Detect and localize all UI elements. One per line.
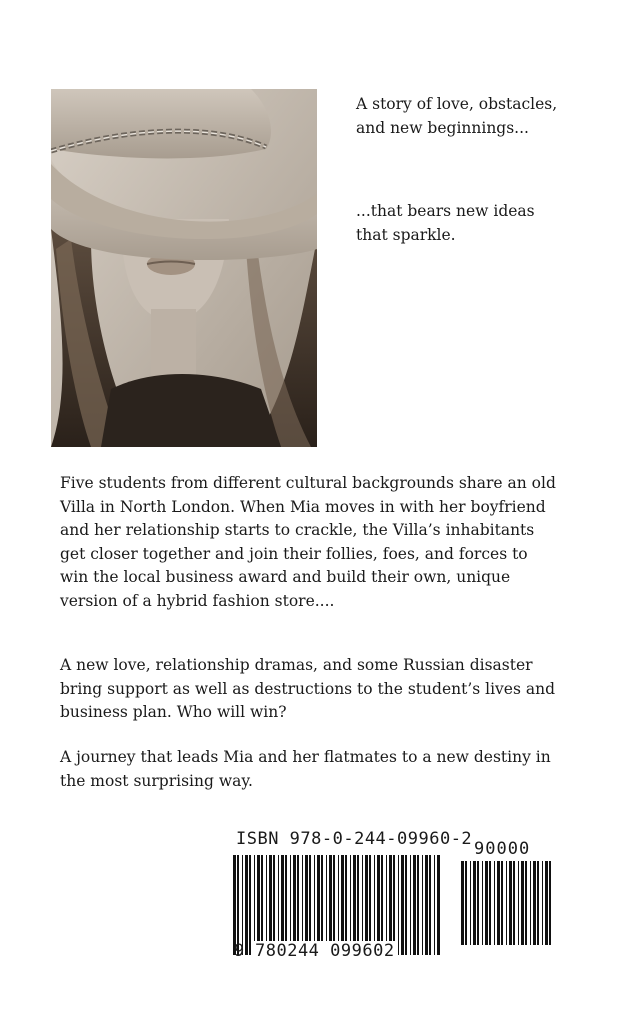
barcode-bar: [357, 855, 359, 955]
barcode-bar: [398, 855, 399, 955]
barcode-bar: [290, 855, 291, 955]
barcode-bar: [249, 855, 251, 955]
barcode-bar: [233, 855, 236, 955]
barcode-bar: [293, 855, 296, 955]
isbn-label: ISBN 978-0-244-09960-2: [236, 829, 473, 849]
barcode-bar: [405, 855, 407, 955]
barcode-bar: [509, 861, 512, 945]
barcode-bar: [537, 861, 539, 945]
barcode-bar: [470, 861, 471, 945]
barcode-bar: [261, 855, 263, 955]
barcode-bar: [341, 855, 344, 955]
barcode-bar: [549, 861, 551, 945]
blurb-paragraph-3: A journey that leads Mia and her flatmates to a new destiny in the most surprising way.: [60, 748, 551, 790]
barcode-bar: [473, 861, 476, 945]
barcode-bar: [513, 861, 515, 945]
barcode-bar: [401, 855, 404, 955]
tagline-sparkle: ...that bears new ideas that sparkle.: [356, 202, 535, 244]
barcode-bar: [317, 855, 320, 955]
barcode-bar: [417, 855, 419, 955]
barcode-bar: [350, 855, 351, 955]
barcode-bar: [437, 855, 440, 955]
barcode-bar: [497, 861, 500, 945]
blurb-paragraph-2: A new love, relationship dramas, and some Russian disaster bring support as well as destructions to the student’s lives and business plan. Who will win?: [60, 656, 556, 721]
price-addon-digits: 90000: [474, 839, 531, 859]
barcode-bar: [245, 855, 248, 955]
barcode-bar: [485, 861, 488, 945]
barcode-bar: [477, 861, 479, 945]
barcode-bar: [461, 861, 464, 945]
barcode-bar: [389, 855, 392, 955]
barcode-bar: [281, 855, 284, 955]
barcode-bar: [297, 855, 299, 955]
barcode-bar: [489, 861, 491, 945]
barcode-bar: [413, 855, 416, 955]
barcode-bar: [525, 861, 527, 945]
barcode-bar: [321, 855, 323, 955]
barcode-bar: [309, 855, 311, 955]
barcode-bar: [326, 855, 327, 955]
barcode-bar: [278, 855, 279, 955]
barcode-bar: [533, 861, 536, 945]
barcode-bar: [353, 855, 356, 955]
barcode-bar: [393, 855, 395, 955]
ean-digits: 780244 099602: [255, 941, 395, 961]
barcode-bar: [501, 861, 503, 945]
barcode-bar: [506, 861, 507, 945]
barcode-bar: [333, 855, 335, 955]
barcode-bar: [374, 855, 375, 955]
barcode-bar: [362, 855, 363, 955]
barcode-bar: [422, 855, 423, 955]
barcode-bar: [545, 861, 548, 945]
barcode-bar: [369, 855, 371, 955]
barcode-bar: [338, 855, 339, 955]
barcode-bar: [518, 861, 519, 945]
barcode-bar: [254, 855, 255, 955]
barcode-bar: [465, 861, 467, 945]
barcode-bar: [425, 855, 428, 955]
barcode-bar: [410, 855, 411, 955]
barcode-bar: [530, 861, 531, 945]
blurb-paragraph-1: Five students from different cultural backgrounds share an old Villa in North London. When Mia moves in with her boyfriend and her relationship starts to crackle, the Villa’s inhabitants get closer together and join their follies, foes, and forces to win the local business award and build their own, unique version of a hybrid fashion store....: [60, 474, 556, 610]
barcode-bar: [257, 855, 260, 955]
barcode-bar: [365, 855, 368, 955]
barcode-bar: [329, 855, 332, 955]
barcode-bar: [269, 855, 272, 955]
barcode-bar: [285, 855, 287, 955]
barcode-bar: [482, 861, 483, 945]
barcode-bar: [345, 855, 347, 955]
barcode-bar: [542, 861, 543, 945]
barcode-bar: [302, 855, 303, 955]
barcode-bar: [305, 855, 308, 955]
barcode-bar: [494, 861, 495, 945]
barcode-bar: [242, 855, 243, 955]
ean-lead-digit: 9: [234, 941, 245, 961]
barcode-bar: [314, 855, 315, 955]
barcode-bar: [273, 855, 275, 955]
barcode-bar: [434, 855, 435, 955]
cover-photo: [51, 89, 317, 447]
barcode-bar: [429, 855, 431, 955]
barcode-bar: [386, 855, 387, 955]
barcode-bar: [237, 855, 239, 955]
barcode-bar: [266, 855, 267, 955]
woman-in-hat-photo-icon: [51, 89, 317, 447]
tagline-love: A story of love, obstacles, and new beginnings...: [356, 95, 558, 137]
barcode-bar: [377, 855, 380, 955]
barcode-bar: [381, 855, 383, 955]
barcode-bar: [521, 861, 524, 945]
